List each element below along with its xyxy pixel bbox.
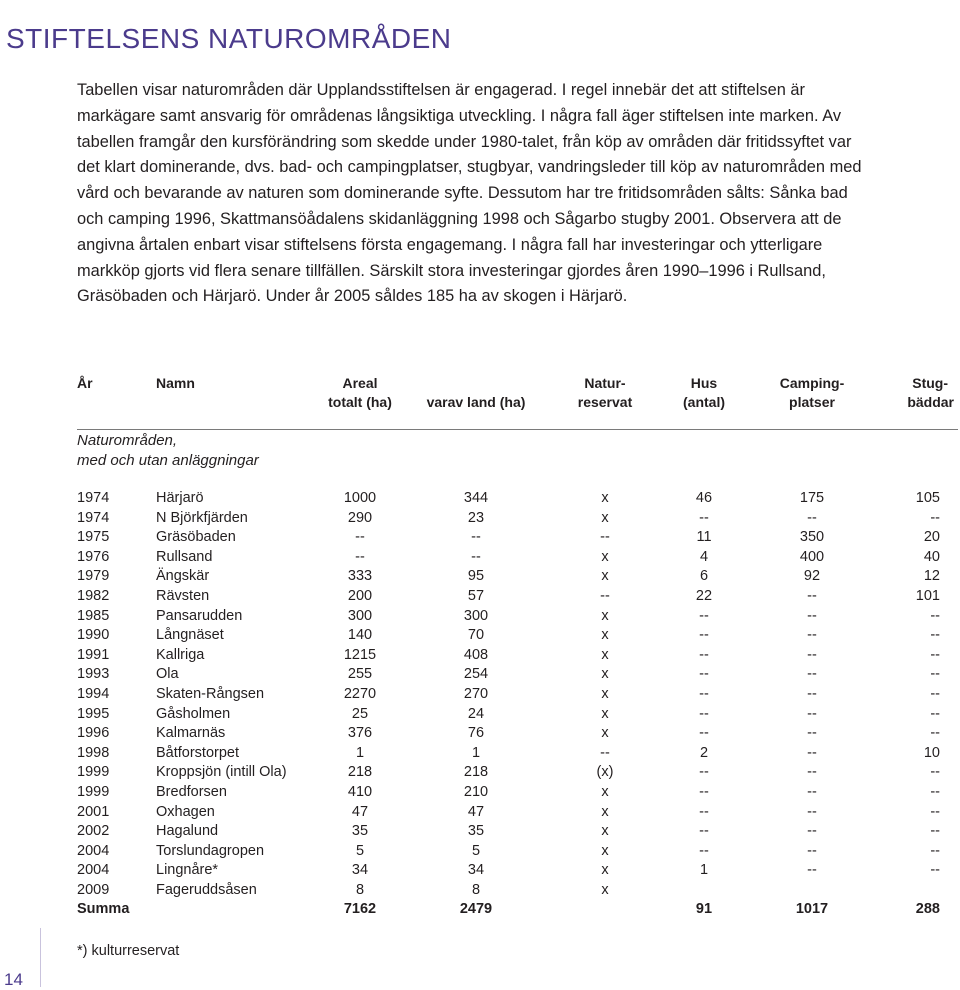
- header-stug-line1: Stug-: [912, 375, 948, 391]
- cell-stugbaddar: 105: [915, 490, 940, 506]
- cell-area-total: 47: [351, 803, 369, 820]
- header-camp-line2: platser: [789, 394, 835, 410]
- cell-area-land: 344: [463, 490, 489, 506]
- cell-year: 2004: [77, 862, 110, 879]
- cell-area-land: 1: [471, 744, 481, 761]
- cell-area-total: 140: [347, 627, 373, 644]
- cell-name: Rävsten: [156, 587, 210, 604]
- cell-campingplatser: --: [807, 685, 817, 702]
- cell-area-total: --: [355, 529, 365, 546]
- cell-naturreservat: x: [601, 509, 609, 526]
- cell-name: Rullsand: [156, 548, 213, 565]
- cell-naturreservat: --: [600, 587, 610, 604]
- cell-campingplatser: --: [807, 744, 817, 761]
- cell-naturreservat: x: [601, 705, 609, 722]
- header-area-line1: Areal: [342, 375, 378, 391]
- cell-area-total: 300: [347, 607, 373, 624]
- cell-year: 1991: [77, 646, 110, 663]
- cell-name: Båtforstorpet: [156, 744, 240, 761]
- cell-naturreservat: --: [600, 529, 610, 546]
- cell-year: 1975: [77, 529, 110, 546]
- cell-campingplatser: --: [807, 666, 817, 683]
- cell-campingplatser: --: [807, 842, 817, 859]
- cell-campingplatser: --: [807, 764, 817, 781]
- cell-name: Fageruddsåsen: [156, 881, 257, 898]
- cell-hus: --: [699, 607, 709, 624]
- cell-name: Torslundagropen: [156, 842, 265, 859]
- cell-naturreservat: x: [601, 803, 609, 820]
- cell-name: Gåsholmen: [156, 705, 231, 722]
- cell-year: 1974: [77, 509, 110, 526]
- cell-hus: --: [699, 685, 709, 702]
- cell-name: Oxhagen: [156, 803, 215, 820]
- cell-year: 2009: [77, 881, 110, 898]
- cell-stugbaddar: --: [930, 725, 940, 742]
- cell-hus: 4: [699, 548, 709, 565]
- cell-stugbaddar: --: [930, 509, 940, 526]
- cell-naturreservat: x: [601, 568, 609, 585]
- cell-hus: 11: [696, 529, 712, 546]
- cell-area-total: 1000: [343, 490, 377, 506]
- cell-hus: --: [699, 666, 709, 683]
- table-body: [0, 489, 960, 920]
- cell-area-land: 270: [463, 685, 489, 702]
- table-row: [0, 626, 960, 646]
- cell-area-land: 95: [467, 568, 485, 585]
- cell-campingplatser: --: [807, 646, 817, 663]
- cell-hus: --: [699, 509, 709, 526]
- cell-stugbaddar: --: [930, 627, 940, 644]
- cell-campingplatser: --: [807, 607, 817, 624]
- cell-naturreservat: x: [601, 685, 609, 702]
- cell-campingplatser: 400: [799, 548, 825, 565]
- cell-year: 1982: [77, 587, 110, 604]
- cell-stugbaddar: --: [930, 666, 940, 683]
- header-land: varav land (ha): [426, 394, 526, 410]
- cell-stugbaddar: --: [930, 803, 940, 820]
- cell-hus: 6: [699, 568, 709, 585]
- cell-year: 1999: [77, 783, 110, 800]
- cell-year: 1979: [77, 568, 110, 585]
- margin-rule: [40, 928, 41, 987]
- cell-area-land: 300: [463, 607, 489, 624]
- header-natur-line1: Natur-: [584, 375, 626, 391]
- table-row: [0, 822, 960, 842]
- summa-stugbaddar: 288: [915, 901, 940, 918]
- cell-year: 1993: [77, 666, 110, 683]
- cell-name: Kallriga: [156, 646, 205, 663]
- cell-year: 1976: [77, 548, 110, 565]
- header-hus-line2: (antal): [683, 394, 725, 410]
- cell-naturreservat: x: [601, 823, 609, 840]
- table-row: [0, 881, 960, 901]
- cell-name: Skaten-Rångsen: [156, 685, 265, 702]
- table-row: [0, 587, 960, 607]
- table-row: [0, 548, 960, 568]
- cell-area-land: --: [471, 548, 481, 565]
- cell-area-land: --: [471, 529, 481, 546]
- header-natur-line2: reservat: [577, 394, 633, 410]
- header-hus-line1: Hus: [690, 375, 718, 391]
- cell-area-total: 410: [347, 783, 373, 800]
- table-row: [0, 861, 960, 881]
- cell-hus: --: [699, 646, 709, 663]
- cell-area-land: 34: [467, 862, 485, 879]
- cell-area-total: 2270: [343, 685, 377, 702]
- summa-hus: 91: [695, 901, 713, 918]
- cell-hus: --: [699, 705, 709, 722]
- table-row-summa: [0, 900, 960, 920]
- cell-hus: --: [699, 764, 709, 781]
- header-year: År: [77, 375, 93, 391]
- cell-area-total: 200: [347, 587, 373, 604]
- cell-area-total: --: [355, 548, 365, 565]
- cell-stugbaddar: --: [930, 646, 940, 663]
- cell-stugbaddar: 12: [923, 568, 940, 585]
- cell-stugbaddar: --: [930, 842, 940, 859]
- cell-stugbaddar: --: [930, 764, 940, 781]
- cell-hus: 1: [699, 862, 709, 879]
- cell-naturreservat: x: [601, 607, 609, 624]
- cell-naturreservat: x: [601, 842, 609, 859]
- cell-name: Ola: [156, 666, 179, 683]
- cell-area-total: 333: [347, 568, 373, 585]
- cell-stugbaddar: --: [930, 823, 940, 840]
- table-row: [0, 489, 960, 509]
- cell-year: 1998: [77, 744, 110, 761]
- cell-area-land: 57: [467, 587, 485, 604]
- cell-stugbaddar: --: [930, 685, 940, 702]
- cell-name: Ängskär: [156, 568, 210, 585]
- cell-stugbaddar: 20: [923, 529, 940, 546]
- cell-year: 2004: [77, 842, 110, 859]
- cell-year: 1999: [77, 764, 110, 781]
- cell-year: 1995: [77, 705, 110, 722]
- cell-name: Långnäset: [156, 627, 224, 644]
- table-row: [0, 509, 960, 529]
- cell-area-total: 290: [347, 509, 373, 526]
- cell-stugbaddar: 10: [923, 744, 940, 761]
- section-label: [77, 431, 259, 471]
- cell-naturreservat: (x): [596, 764, 614, 781]
- cell-area-total: 1215: [343, 646, 377, 663]
- page-number: 14: [4, 970, 23, 989]
- cell-naturreservat: x: [601, 666, 609, 683]
- cell-year: 1974: [77, 490, 110, 506]
- cell-naturreservat: x: [601, 862, 609, 879]
- cell-hus: --: [699, 823, 709, 840]
- intro-paragraph: Tabellen visar naturområden där Upplandsstiftelsen är engagerad. I regel innebär det att stiftelsen är markägare samt ansvarig för områdenas långsiktiga utveckling. I några fall äger stiftelsen inte marken. Av tabellen framgår den kursförändring som skedde under 1980-talet, från köp av områden där fritidssyftet var det klart dominerande, dvs. bad- och campingplatser, stugbyar, vandringsleder till köp av naturområden med vård och bevarande av naturen som dominerande syfte. Dessutom har tre fritidsområden sålts: Sånka bad och camping 1996, Skattmansöådalens skidanläggning 1998 och Sågarbo stugby 2001. Observera att de angivna årtalen enbart visar stiftelsens första engagemang. I några fall har investeringar och ytterligare markköp gjorts vid flera senare tillfällen. Särskilt stora investeringar gjordes åren 1990–1996 i Rullsand, Gräsöbaden och Härjarö. Under år 2005 såldes 185 ha av skogen i Härjarö.: [77, 81, 862, 306]
- cell-hus: 46: [695, 490, 713, 506]
- cell-area-total: 1: [355, 744, 365, 761]
- cell-area-land: 24: [467, 705, 485, 722]
- summa-area-total: 7162: [343, 901, 377, 918]
- cell-name: N Björkfjärden: [156, 509, 248, 526]
- cell-stugbaddar: 101: [915, 587, 940, 604]
- cell-name: Gräsöbaden: [156, 529, 236, 546]
- cell-name: Kalmarnäs: [156, 725, 226, 742]
- table-row: [0, 763, 960, 783]
- table-row: [0, 724, 960, 744]
- table-row: [0, 665, 960, 685]
- summa-area-land: 2479: [459, 901, 493, 918]
- cell-naturreservat: x: [601, 548, 609, 565]
- cell-year: 1994: [77, 685, 110, 702]
- cell-name: Pansarudden: [156, 607, 243, 624]
- cell-hus: --: [699, 627, 709, 644]
- cell-campingplatser: --: [807, 803, 817, 820]
- cell-area-total: 218: [347, 764, 373, 781]
- cell-area-total: 5: [355, 842, 365, 859]
- cell-name: Bredforsen: [156, 783, 227, 800]
- footnote: *) kulturreservat: [77, 943, 180, 959]
- cell-stugbaddar: --: [930, 705, 940, 722]
- table-row: [0, 705, 960, 725]
- cell-campingplatser: --: [807, 587, 817, 604]
- summa-label: Summa: [77, 901, 130, 918]
- cell-campingplatser: --: [807, 627, 817, 644]
- cell-campingplatser: 92: [803, 568, 821, 585]
- section-label-line2: med och utan anläggningar: [77, 452, 259, 469]
- cell-campingplatser: --: [807, 823, 817, 840]
- cell-area-total: 376: [347, 725, 373, 742]
- cell-area-total: 8: [355, 881, 365, 898]
- cell-hus: --: [699, 783, 709, 800]
- table-row: [0, 567, 960, 587]
- header-name: Namn: [156, 375, 195, 391]
- cell-year: 1990: [77, 627, 110, 644]
- cell-area-total: 25: [351, 705, 369, 722]
- header-camp-line1: Camping-: [779, 375, 845, 391]
- cell-hus: --: [699, 725, 709, 742]
- cell-area-land: 210: [463, 783, 489, 800]
- cell-area-land: 35: [467, 823, 485, 840]
- header-area-line2: totalt (ha): [328, 394, 392, 410]
- cell-name: Lingnåre*: [156, 862, 219, 879]
- cell-hus: --: [699, 803, 709, 820]
- cell-campingplatser: 175: [799, 490, 825, 506]
- cell-naturreservat: x: [601, 646, 609, 663]
- cell-stugbaddar: --: [930, 607, 940, 624]
- cell-naturreservat: x: [601, 627, 609, 644]
- cell-area-land: 8: [471, 881, 481, 898]
- header-divider: [77, 429, 958, 430]
- cell-area-land: 408: [463, 646, 489, 663]
- table-row: [0, 646, 960, 666]
- section-label-line1: Naturområden,: [77, 432, 178, 449]
- cell-year: 1996: [77, 725, 110, 742]
- cell-area-land: 218: [463, 764, 489, 781]
- table-row: [0, 842, 960, 862]
- table-row: [0, 607, 960, 627]
- cell-stugbaddar: --: [930, 862, 940, 879]
- cell-name: Hagalund: [156, 823, 219, 840]
- cell-naturreservat: x: [601, 783, 609, 800]
- cell-stugbaddar: 40: [923, 548, 940, 565]
- cell-name: Härjarö: [156, 490, 204, 506]
- cell-campingplatser: --: [807, 705, 817, 722]
- cell-naturreservat: x: [601, 490, 609, 506]
- cell-year: 2002: [77, 823, 110, 840]
- cell-hus: 2: [699, 744, 709, 761]
- cell-campingplatser: --: [807, 862, 817, 879]
- page-title: STIFTELSENS NATUROMRÅDEN: [6, 22, 452, 54]
- cell-area-land: 5: [471, 842, 481, 859]
- cell-area-land: 23: [467, 509, 485, 526]
- summa-campingplatser: 1017: [795, 901, 829, 918]
- cell-area-land: 47: [467, 803, 485, 820]
- cell-campingplatser: --: [807, 783, 817, 800]
- cell-area-total: 35: [351, 823, 369, 840]
- cell-naturreservat: x: [601, 725, 609, 742]
- cell-campingplatser: 350: [799, 529, 825, 546]
- header-stug-line2: bäddar: [907, 394, 954, 410]
- cell-naturreservat: x: [601, 881, 609, 898]
- cell-area-land: 254: [463, 666, 489, 683]
- table-row: [0, 528, 960, 548]
- cell-name: Kroppsjön (intill Ola): [156, 764, 287, 781]
- cell-campingplatser: --: [807, 725, 817, 742]
- cell-campingplatser: --: [807, 509, 817, 526]
- table-row: [0, 744, 960, 764]
- cell-naturreservat: --: [600, 744, 610, 761]
- cell-area-land: 70: [467, 627, 485, 644]
- cell-year: 1985: [77, 607, 110, 624]
- cell-area-land: 76: [467, 725, 485, 742]
- cell-stugbaddar: --: [930, 783, 940, 800]
- table-row: [0, 803, 960, 823]
- cell-area-total: 255: [347, 666, 373, 683]
- table-row: [0, 685, 960, 705]
- cell-hus: 22: [695, 587, 713, 604]
- cell-year: 2001: [77, 803, 110, 820]
- table-row: [0, 783, 960, 803]
- cell-area-total: 34: [351, 862, 369, 879]
- cell-hus: --: [699, 842, 709, 859]
